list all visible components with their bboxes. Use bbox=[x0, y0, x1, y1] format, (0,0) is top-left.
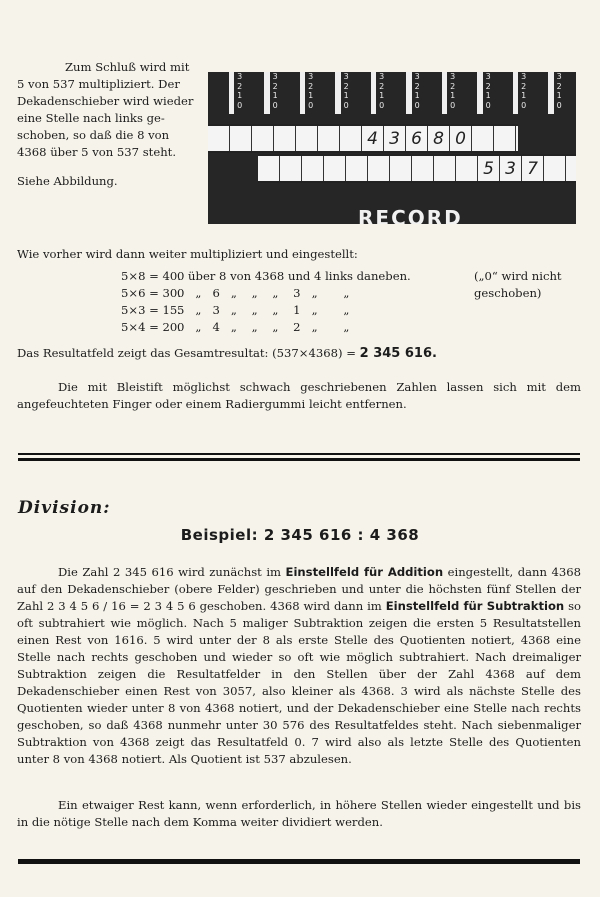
digit-cell bbox=[412, 156, 434, 181]
calc-row bbox=[121, 285, 411, 302]
intro-line: 4368 über 5 von 537 steht. bbox=[17, 145, 177, 159]
example-heading: Beispiel: 2 345 616 : 4 368 bbox=[180, 526, 420, 544]
rod-strip bbox=[300, 72, 306, 114]
digit-cell: 7 bbox=[522, 156, 544, 181]
result-line bbox=[17, 345, 437, 362]
intro-line: 5 von 537 multipliziert. Der bbox=[17, 77, 180, 91]
slide-rod bbox=[254, 72, 290, 114]
slide-rod bbox=[289, 72, 325, 114]
calc-rest: 0 über 8 von 4368 und 4 links daneben. bbox=[177, 269, 411, 283]
digit-cell bbox=[302, 156, 324, 181]
rod-strip bbox=[548, 72, 554, 114]
digit-cell bbox=[280, 156, 302, 181]
calc-row bbox=[121, 302, 411, 319]
remainder-text: Ein etwaiger Rest kann, wenn erforderlich, in höhere Stellen wieder eingestellt und bis in die nötige Stelle nach dem Komma weiter dividiert werden. bbox=[17, 798, 581, 829]
calc-row bbox=[121, 319, 411, 336]
rod-strip bbox=[229, 72, 235, 114]
calc-rest: 0 „ 6 „ „ „ 3 „ „ bbox=[177, 286, 350, 300]
rod-digits: 3 2 1 0 bbox=[485, 72, 491, 110]
upper-cells bbox=[208, 124, 518, 153]
division-text: Die Zahl 2 345 616 wird zunächst im bbox=[58, 565, 286, 579]
slide-rod bbox=[396, 72, 432, 114]
rod-strip bbox=[371, 72, 377, 114]
calc-rest: 5 „ 3 „ „ „ 1 „ „ bbox=[177, 303, 350, 317]
intro-line: schoben, so daß die 8 von bbox=[17, 128, 170, 142]
division-emphasis: Einstellfeld für Subtraktion bbox=[385, 599, 565, 613]
rod-strip bbox=[442, 72, 448, 114]
section-divider-top bbox=[18, 453, 580, 455]
calculator-figure bbox=[208, 72, 576, 224]
slide-rods bbox=[218, 72, 573, 114]
rod-digits: 3 2 1 0 bbox=[308, 72, 314, 110]
result-value: 2 345 616. bbox=[359, 346, 437, 361]
rod-digits: 3 2 1 0 bbox=[272, 72, 278, 110]
digit-cell bbox=[390, 156, 412, 181]
rod-strip bbox=[477, 72, 483, 114]
digit-cell bbox=[346, 156, 368, 181]
calc-rest: 0 „ 4 „ „ „ 2 „ „ bbox=[177, 320, 350, 334]
digit-cell bbox=[208, 126, 230, 151]
digit-cell bbox=[368, 156, 390, 181]
calc-note: („0“ wird nicht geschoben) bbox=[474, 269, 562, 300]
slide-rod bbox=[502, 72, 538, 114]
digit-cell bbox=[456, 156, 478, 181]
slide-rod bbox=[360, 72, 396, 114]
rod-digits: 3 2 1 0 bbox=[521, 72, 527, 110]
continue-line: Wie vorher wird dann weiter multipliziert und eingestellt: bbox=[17, 247, 358, 261]
digit-cell: 3 bbox=[500, 156, 522, 181]
remainder-paragraph bbox=[17, 797, 581, 831]
intro-text bbox=[17, 59, 197, 190]
result-text: Das Resultatfeld zeigt das Gesamtresultat: (537×4368) = bbox=[17, 346, 360, 360]
see-figure-note: Siehe Abbildung. bbox=[17, 174, 118, 188]
rod-digits: 3 2 1 0 bbox=[450, 72, 456, 110]
calc-expr: 5×4 = 20. bbox=[121, 320, 181, 334]
digit-cell bbox=[472, 126, 494, 151]
digit-cell bbox=[230, 126, 252, 151]
digit-cell bbox=[544, 156, 566, 181]
rod-digits: 3 2 1 0 bbox=[556, 72, 562, 110]
division-paragraph bbox=[17, 564, 581, 768]
section-divider-bottom bbox=[18, 458, 580, 461]
rod-digits: 3 2 1 0 bbox=[343, 72, 349, 110]
digit-cell: 0 bbox=[450, 126, 472, 151]
page-bottom-rule bbox=[18, 859, 580, 864]
digit-cell: 6 bbox=[406, 126, 428, 151]
slide-rod bbox=[325, 72, 361, 114]
digit-cell bbox=[434, 156, 456, 181]
intro-line: eine Stelle nach links ge- bbox=[17, 111, 165, 125]
digit-cell bbox=[252, 126, 274, 151]
digit-cell bbox=[318, 126, 340, 151]
calc-expr: 5×8 = 40. bbox=[121, 269, 181, 283]
division-text: eingestellt, dann 4368 auf den Dekadenschieber (obere Felder) geschrieben und unter die höchsten fünf Stellen der Zahl 2 3 4 5 6 / 16 = 2 3 4 5 6 geschoben. 4368 wird dann im bbox=[17, 565, 581, 613]
digit-cell bbox=[324, 156, 346, 181]
division-text: so oft subtrahiert wie möglich. Nach 5 maliger Subtraktion zeigen die ersten 5 Resultatstellen einen Rest von 1616. 5 wird unter der 8 als erste Stelle des Quotienten notiert, 4368 eine Stelle nach rechts geschoben und wieder so oft wie möglich subtrahiert. Nach dreimaliger Subtraktion zeigen die Resultatfelder in den Stellen über der Zahl 4368 auf dem Dekadenschieber einen Rest von 3057, also kleiner als 4368. 3 wird als nächste Stelle des Quotienten wieder unter 8 von 4368 notiert, und der Dekadenschieber eine Stelle nach rechts geschoben, so daß 4368 nunmehr unter 30 576 des Resultatfeldes steht. Nach siebenmaliger Subtraktion von 4368 zeigt das Resultatfeld 0. 7 wird also als letzte Stelle des Quotienten unter 8 von 4368 notiert. Als Quotient ist 537 abzulesen. bbox=[17, 599, 581, 766]
slide-rod bbox=[431, 72, 467, 114]
digit-cell: 4 bbox=[362, 126, 384, 151]
digit-cell bbox=[494, 126, 516, 151]
digit-cell bbox=[258, 156, 280, 181]
intro-line: Dekadenschieber wird wieder bbox=[17, 94, 194, 108]
rod-digits: 3 2 1 0 bbox=[379, 72, 385, 110]
brand-label: RECORD bbox=[358, 206, 463, 224]
calc-expr: 5×3 = 15. bbox=[121, 303, 181, 317]
lower-cells bbox=[258, 154, 576, 183]
digit-cell bbox=[274, 126, 296, 151]
division-heading: Division: bbox=[18, 498, 111, 518]
rod-strip bbox=[264, 72, 270, 114]
digit-cell: 8 bbox=[428, 126, 450, 151]
calc-table bbox=[121, 268, 411, 336]
digit-cell bbox=[296, 126, 318, 151]
slide-rod bbox=[218, 72, 254, 114]
rod-strip bbox=[406, 72, 412, 114]
slide-rod bbox=[538, 72, 574, 114]
rod-digits: 3 2 1 0 bbox=[414, 72, 420, 110]
rod-digits: 3 2 1 0 bbox=[237, 72, 243, 110]
digit-cell: 5 bbox=[478, 156, 500, 181]
intro-line: Zum Schluß wird mit bbox=[65, 60, 190, 74]
calc-row bbox=[121, 268, 411, 285]
rod-strip bbox=[513, 72, 519, 114]
calc-expr: 5×6 = 30. bbox=[121, 286, 181, 300]
rod-strip bbox=[335, 72, 341, 114]
division-emphasis: Einstellfeld für Addition bbox=[285, 565, 444, 579]
digit-cell bbox=[340, 126, 362, 151]
slide-rod bbox=[467, 72, 503, 114]
eraser-text: Die mit Bleistift möglichst schwach geschriebenen Zahlen lassen sich mit dem angefeuchteten Finger oder einem Radiergummi leicht entfernen. bbox=[17, 380, 581, 411]
eraser-paragraph bbox=[17, 379, 581, 413]
digit-cell: 3 bbox=[384, 126, 406, 151]
